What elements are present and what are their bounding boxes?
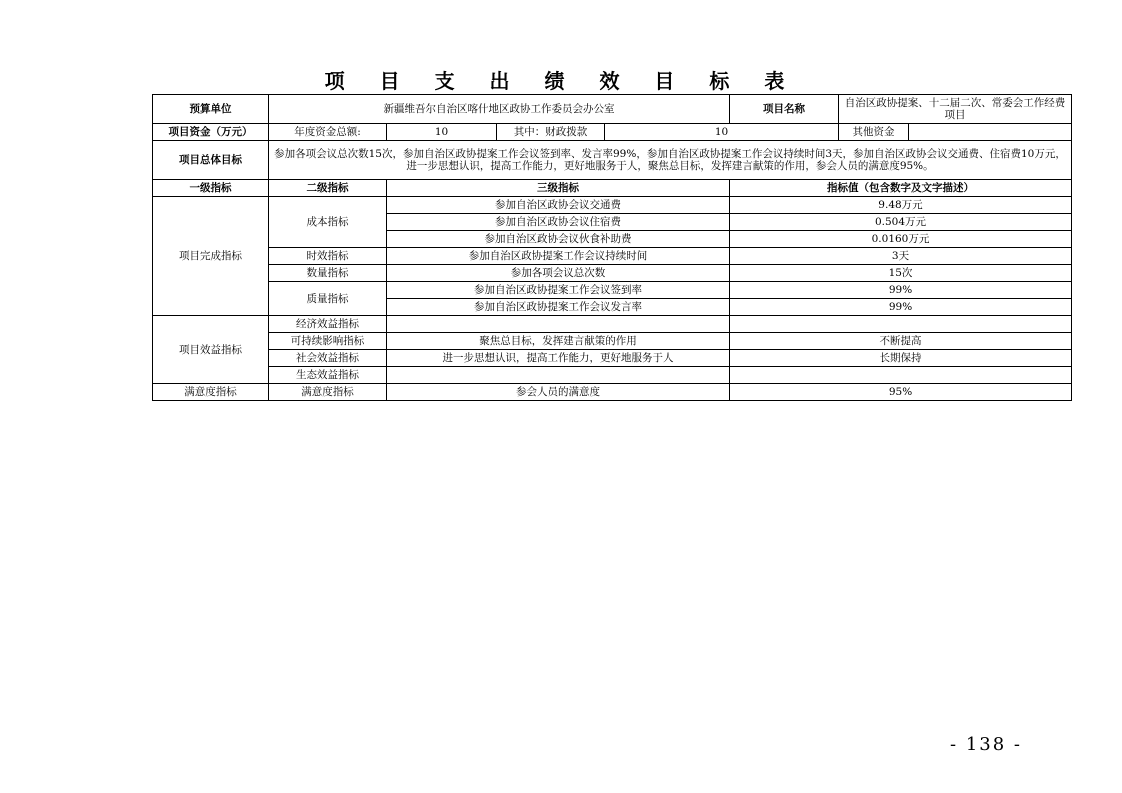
page-title: 项 目 支 出 绩 效 目 标 表 bbox=[324, 69, 799, 93]
level2-cell: 生态效益指标 bbox=[269, 367, 387, 384]
funds-label: 项目资金（万元） bbox=[153, 124, 269, 141]
header-row bbox=[153, 95, 1072, 124]
table-row bbox=[153, 197, 1072, 214]
level2-cell: 可持续影响指标 bbox=[269, 333, 387, 350]
value-cell: 99% bbox=[730, 282, 1072, 299]
value-cell bbox=[730, 316, 1072, 333]
level3-cell bbox=[387, 367, 730, 384]
project-name-label: 项目名称 bbox=[730, 95, 839, 124]
value-cell: 不断提高 bbox=[730, 333, 1072, 350]
group-completion: 项目完成指标 bbox=[153, 197, 269, 316]
group-satisfaction: 满意度指标 bbox=[153, 384, 269, 401]
table-row bbox=[153, 367, 1072, 384]
table-row bbox=[153, 333, 1072, 350]
level3-cell: 参加各项会议总次数 bbox=[387, 265, 730, 282]
level3-cell: 参会人员的满意度 bbox=[387, 384, 730, 401]
level2-cell: 经济效益指标 bbox=[269, 316, 387, 333]
budget-unit-value: 新疆维吾尔自治区喀什地区政协工作委员会办公室 bbox=[269, 95, 730, 124]
goal-label: 项目总体目标 bbox=[153, 141, 269, 180]
funds-row bbox=[153, 124, 1072, 141]
performance-target-table bbox=[152, 94, 1072, 401]
level2-cell: 时效指标 bbox=[269, 248, 387, 265]
other-funds-value bbox=[909, 124, 1072, 141]
table-row bbox=[153, 265, 1072, 282]
goal-row bbox=[153, 141, 1072, 180]
other-funds-label: 其他资金 bbox=[839, 124, 909, 141]
column-header-row bbox=[153, 180, 1072, 197]
value-cell: 15次 bbox=[730, 265, 1072, 282]
table-row bbox=[153, 248, 1072, 265]
project-name-value: 自治区政协提案、十二届二次、常委会工作经费项目 bbox=[839, 95, 1072, 124]
value-cell: 0.504万元 bbox=[730, 214, 1072, 231]
table-row bbox=[153, 350, 1072, 367]
level3-cell bbox=[387, 316, 730, 333]
fiscal-value: 10 bbox=[605, 124, 839, 141]
level3-cell: 进一步思想认识，提高工作能力，更好地服务于人 bbox=[387, 350, 730, 367]
level3-cell: 参加自治区政协提案工作会议签到率 bbox=[387, 282, 730, 299]
level2-cell: 数量指标 bbox=[269, 265, 387, 282]
col-level1: 一级指标 bbox=[153, 180, 269, 197]
page-number: - 138 - bbox=[950, 734, 1022, 755]
level2-cell: 质量指标 bbox=[269, 282, 387, 316]
col-level3: 三级指标 bbox=[387, 180, 730, 197]
annual-total-label: 年度资金总额: bbox=[269, 124, 387, 141]
value-cell: 长期保持 bbox=[730, 350, 1072, 367]
group-benefit: 项目效益指标 bbox=[153, 316, 269, 384]
level3-cell: 参加自治区政协会议伙食补助费 bbox=[387, 231, 730, 248]
level2-cell: 社会效益指标 bbox=[269, 350, 387, 367]
value-cell: 3天 bbox=[730, 248, 1072, 265]
annual-total-value: 10 bbox=[387, 124, 497, 141]
level2-cell: 成本指标 bbox=[269, 197, 387, 248]
value-cell: 95% bbox=[730, 384, 1072, 401]
level3-cell: 参加自治区政协会议住宿费 bbox=[387, 214, 730, 231]
table-row bbox=[153, 282, 1072, 299]
fiscal-label: 其中：财政拨款 bbox=[497, 124, 605, 141]
level2-cell: 满意度指标 bbox=[269, 384, 387, 401]
value-cell bbox=[730, 367, 1072, 384]
value-cell: 0.0160万元 bbox=[730, 231, 1072, 248]
value-cell: 9.48万元 bbox=[730, 197, 1072, 214]
table-row bbox=[153, 316, 1072, 333]
level3-cell: 参加自治区政协提案工作会议持续时间 bbox=[387, 248, 730, 265]
budget-unit-label: 预算单位 bbox=[153, 95, 269, 124]
col-level2: 二级指标 bbox=[269, 180, 387, 197]
value-cell: 99% bbox=[730, 299, 1072, 316]
level3-cell: 聚焦总目标，发挥建言献策的作用 bbox=[387, 333, 730, 350]
table-row bbox=[153, 384, 1072, 401]
col-value: 指标值（包含数字及文字描述） bbox=[730, 180, 1072, 197]
level3-cell: 参加自治区政协提案工作会议发言率 bbox=[387, 299, 730, 316]
level3-cell: 参加自治区政协会议交通费 bbox=[387, 197, 730, 214]
goal-text: 参加各项会议总次数15次，参加自治区政协提案工作会议签到率、发言率99%，参加自治区政协提案工作会议持续时间3天，参加自治区政协会议交通费、住宿费10万元，进一步思想认识，提高工作能力，更好地服务于人，聚焦总目标，发挥建言献策的作用，参会人员的满意度95%。 bbox=[269, 141, 1072, 180]
